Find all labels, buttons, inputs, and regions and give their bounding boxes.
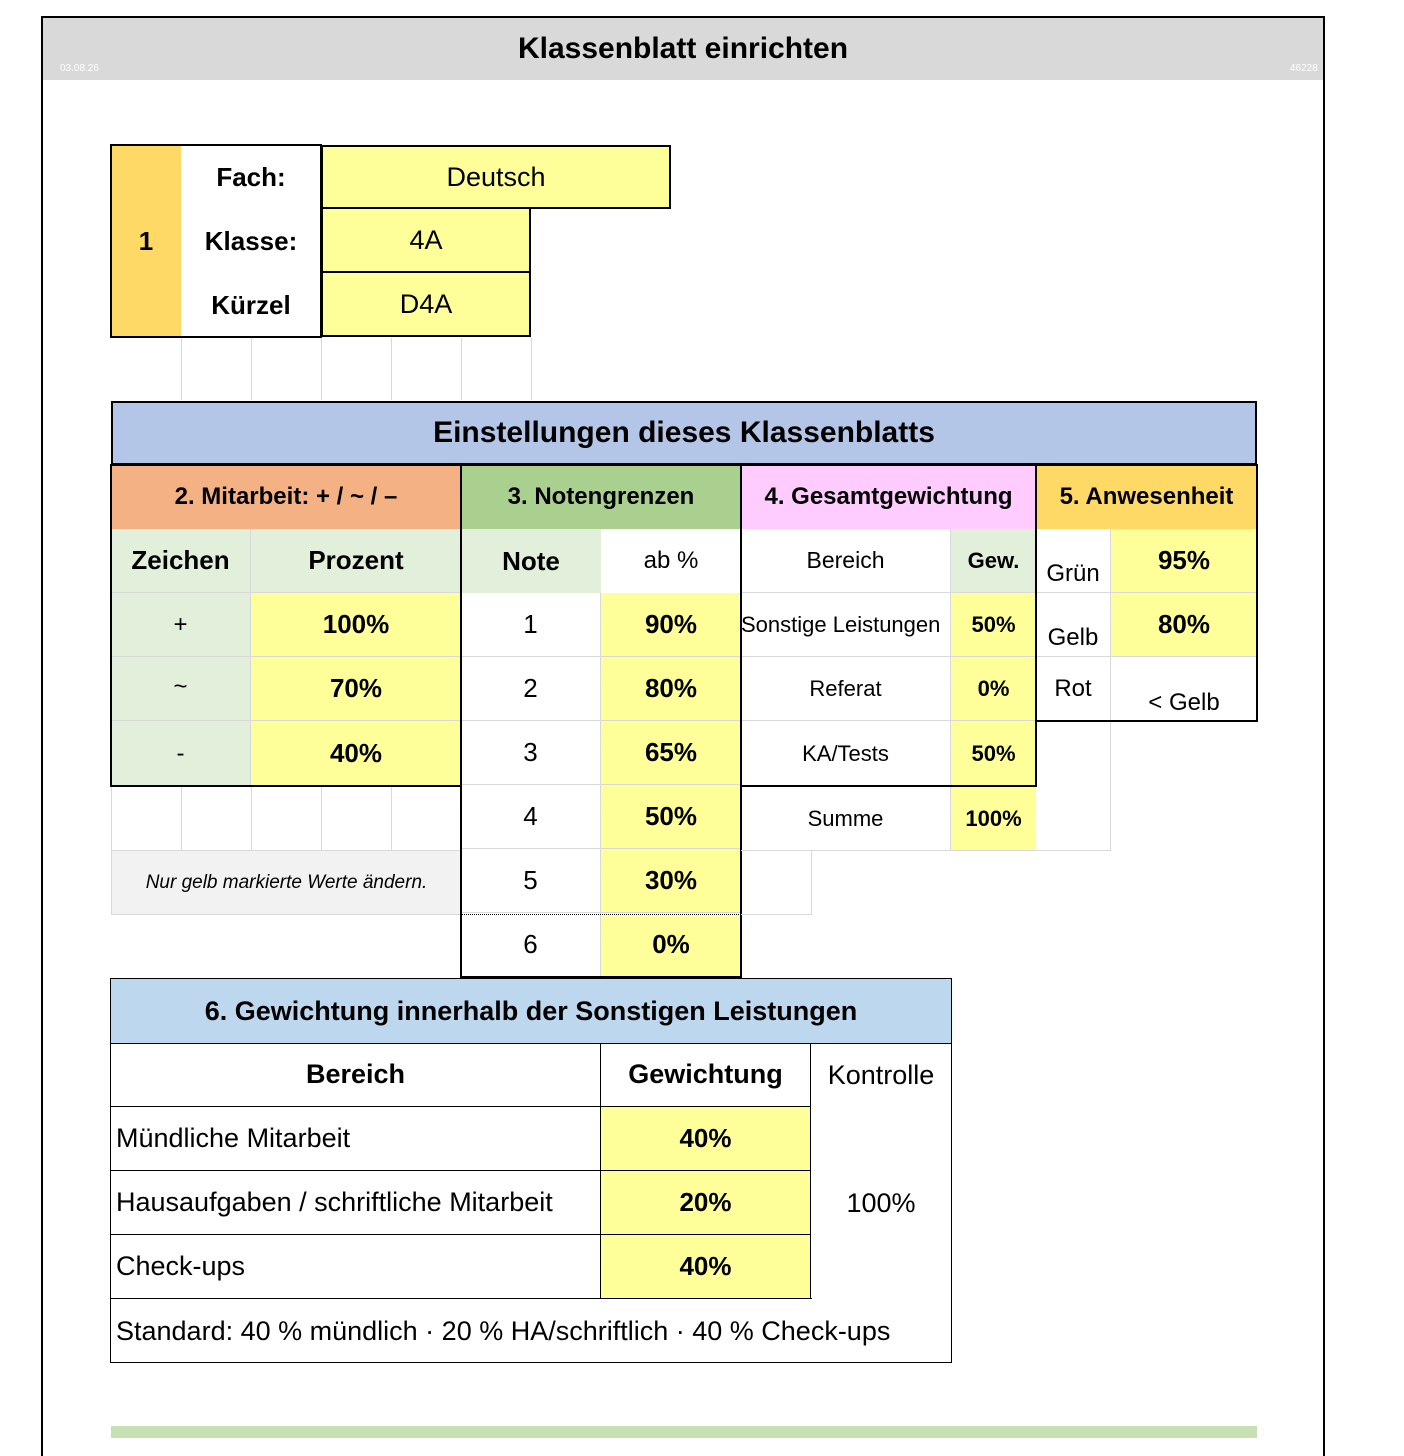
noten-ab-5-field[interactable]: 30% xyxy=(601,849,741,913)
gridline xyxy=(1110,722,1111,851)
sonstige-col-gew: Gewichtung xyxy=(601,1043,811,1107)
kuerzel-value-field[interactable]: D4A xyxy=(321,273,531,337)
fach-value-field[interactable]: Deutsch xyxy=(321,145,671,209)
anwesenheit-label-gruen: Grün xyxy=(1036,529,1111,593)
sonstige-col-bereich: Bereich xyxy=(111,1043,601,1107)
sonstige-row-bereich: Check-ups xyxy=(111,1235,601,1299)
sonstige-standard-note: Standard: 40 % mündlich · 20 % HA/schriftlich · 40 % Check-ups xyxy=(116,1315,891,1346)
settings-title: Einstellungen dieses Klassenblatts xyxy=(111,401,1257,465)
gesamt-bereich-ka: KA/Tests xyxy=(741,721,951,786)
gesamt-gew-referat-field[interactable]: 0% xyxy=(951,657,1036,721)
gridline xyxy=(181,338,182,400)
anwesenheit-label-gelb: Gelb xyxy=(1036,593,1111,657)
sonstige-row-gew-field[interactable]: 40% xyxy=(601,1235,811,1299)
sonstige-row-bereich: Mündliche Mitarbeit xyxy=(111,1107,601,1171)
gesamt-bereich-referat: Referat xyxy=(741,657,951,721)
kuerzel-label: Kürzel xyxy=(211,289,291,320)
header-code: 46228 xyxy=(1290,62,1318,74)
anwesenheit-label-rot: Rot xyxy=(1036,657,1111,721)
mitarbeit-header: 2. Mitarbeit: + / ~ / – xyxy=(111,465,461,529)
gridline xyxy=(811,851,812,915)
sonstige-row-gew-field[interactable]: 40% xyxy=(601,1107,811,1171)
noten-note-3: 3 xyxy=(461,721,601,785)
noten-note-5: 5 xyxy=(461,849,601,913)
gridline xyxy=(321,338,322,400)
noten-ab-2-field[interactable]: 80% xyxy=(601,657,741,721)
fach-label: Fach: xyxy=(216,161,286,192)
mitarbeit-sign-tilde: ~ xyxy=(111,657,251,721)
noten-ab-1-field[interactable]: 90% xyxy=(601,593,741,657)
title-bar: Klassenblatt einrichten xyxy=(43,18,1323,80)
noten-ab-6-field[interactable]: 0% xyxy=(601,913,741,977)
noten-ab-3-field[interactable]: 65% xyxy=(601,721,741,785)
gridline xyxy=(461,338,462,400)
mitarbeit-col-sign: Zeichen xyxy=(111,529,251,593)
mitarbeit-sign-minus: - xyxy=(111,721,251,786)
gridline xyxy=(531,338,532,400)
anwesenheit-value-rot: < Gelb xyxy=(1148,689,1220,716)
noten-col-note: Note xyxy=(461,529,601,593)
gesamt-col-gew: Gew. xyxy=(951,529,1036,593)
gridline xyxy=(391,787,392,851)
class-index: 1 xyxy=(111,145,181,337)
gesamt-gew-sonstige-field[interactable]: 50% xyxy=(951,593,1036,657)
anwesenheit-header: 5. Anwesenheit xyxy=(1036,465,1257,529)
gesamt-header: 4. Gesamtgewichtung xyxy=(741,465,1036,529)
noten-header: 3. Notengrenzen xyxy=(461,465,741,529)
gridline xyxy=(741,914,812,915)
gridline xyxy=(391,338,392,400)
next-section-strip xyxy=(111,1426,1257,1438)
gesamt-sum-label: Summe xyxy=(741,787,951,851)
gesamt-bereich-sonstige: Sonstige Leistungen xyxy=(741,593,951,657)
mitarbeit-sign-plus: + xyxy=(111,593,251,657)
gesamt-gew-ka-field[interactable]: 50% xyxy=(951,721,1036,786)
gridline xyxy=(321,787,322,851)
gridline xyxy=(181,787,182,851)
sonstige-row-bereich: Hausaufgaben / schriftliche Mitarbeit xyxy=(111,1171,601,1235)
header-date: 03.08.26 xyxy=(60,62,99,74)
gridline xyxy=(251,787,252,851)
klasse-label: Klasse: xyxy=(204,225,298,256)
sonstige-row-gew-field[interactable]: 20% xyxy=(601,1171,811,1235)
noten-note-2: 2 xyxy=(461,657,601,721)
anwesenheit-value-gelb-field[interactable]: 80% xyxy=(1111,593,1257,657)
gridline xyxy=(111,787,112,851)
anwesenheit-value-gruen-field[interactable]: 95% xyxy=(1111,529,1257,593)
mitarbeit-col-percent: Prozent xyxy=(251,529,461,593)
gesamt-col-bereich: Bereich xyxy=(741,529,951,593)
gridline xyxy=(1036,850,1111,851)
mitarbeit-percent-minus-field[interactable]: 40% xyxy=(251,721,461,786)
sonstige-col-kontrolle: Kontrolle xyxy=(827,1059,935,1090)
mitarbeit-percent-plus-field[interactable]: 100% xyxy=(251,593,461,657)
edit-hint-note: Nur gelb markierte Werte ändern. xyxy=(111,851,461,915)
sonstige-title: 6. Gewichtung innerhalb der Sonstigen Leistungen xyxy=(111,979,951,1043)
noten-ab-4-field[interactable]: 50% xyxy=(601,785,741,849)
noten-col-ab: ab % xyxy=(601,529,741,593)
noten-note-1: 1 xyxy=(461,593,601,657)
sonstige-kontrolle-value: 100% xyxy=(846,1187,916,1218)
gridline xyxy=(251,338,252,400)
noten-note-6: 6 xyxy=(461,913,601,977)
mitarbeit-percent-tilde-field[interactable]: 70% xyxy=(251,657,461,721)
gesamt-sum-value: 100% xyxy=(951,787,1036,851)
klasse-value-field[interactable]: 4A xyxy=(321,209,531,273)
noten-note-4: 4 xyxy=(461,785,601,849)
